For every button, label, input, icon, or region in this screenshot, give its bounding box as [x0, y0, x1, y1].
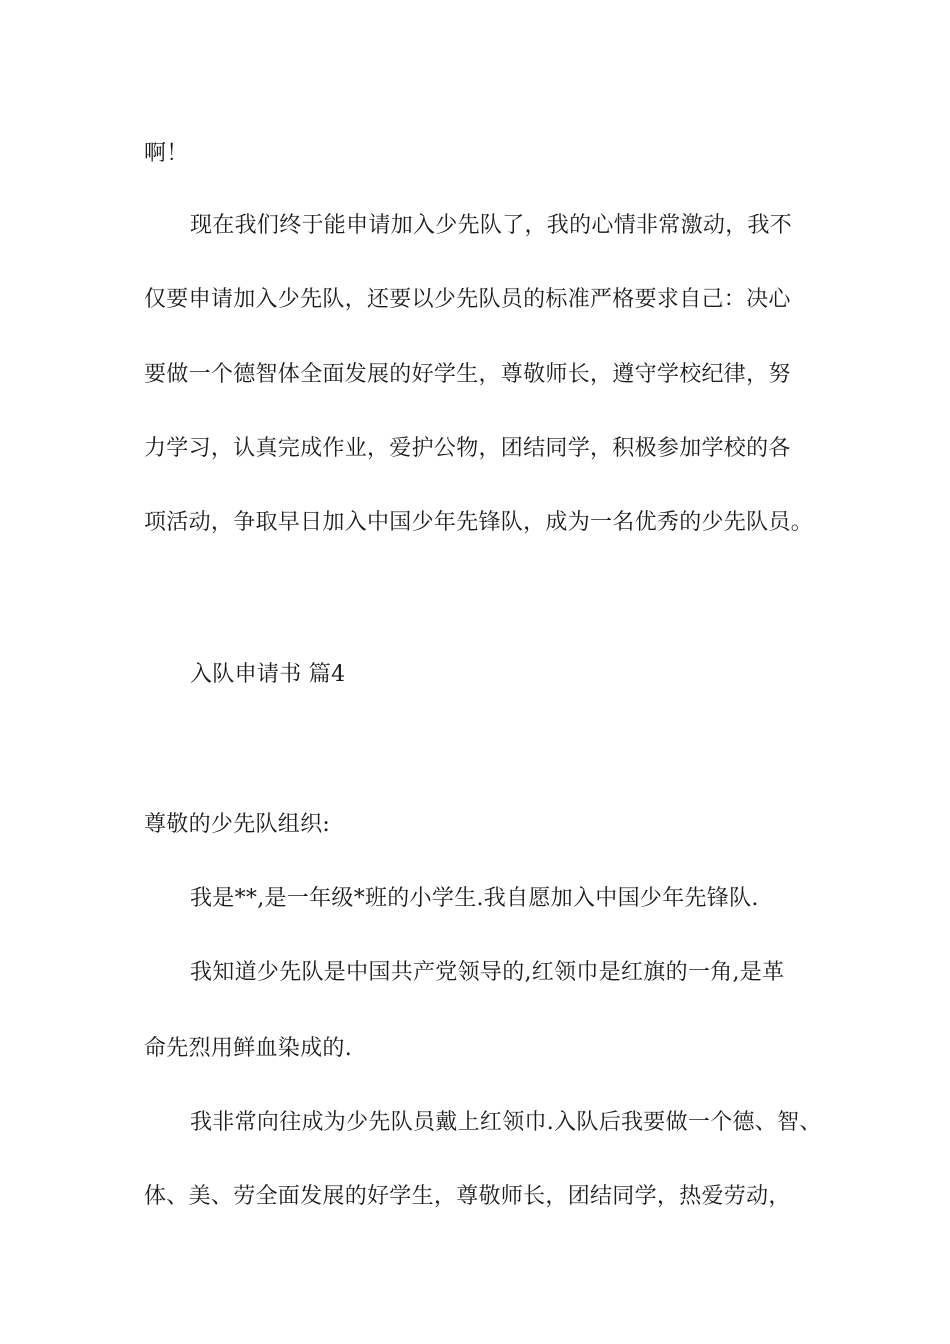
text-line-2: 现在我们终于能申请加入少先队了，我的心情非常激动，我不 [190, 213, 793, 238]
salutation: 尊敬的少先队组织: [144, 812, 331, 837]
text-line-10: 我非常向往成为少先队员戴上红领巾.入队后我要做一个德、智、 [190, 1110, 822, 1135]
text-line-11: 体、美、劳全面发展的好学生，尊敬师长，团结同学，热爱劳动， [144, 1184, 791, 1209]
text-line-8: 我知道少先队是中国共产党领导的,红领巾是红旗的一角,是革 [190, 960, 785, 985]
text-line-4: 要做一个德智体全面发展的好学生，尊敬师长，遵守学校纪律，努 [144, 362, 791, 387]
text-line-3: 仅要申请加入少先队，还要以少先队员的标准严格要求自己：决心 [144, 287, 791, 312]
text-line-5: 力学习，认真完成作业，爱护公物，团结同学，积极参加学校的各 [144, 436, 791, 461]
text-line-7: 我是**,是一年级*班的小学生.我自愿加入中国少年先锋队. [190, 886, 759, 911]
text-line-9: 命先烈用鲜血染成的. [144, 1036, 352, 1061]
section-heading: 入队申请书 篇4 [190, 662, 346, 687]
text-line-1: 啊！ [144, 141, 189, 166]
text-line-6: 项活动，争取早日加入中国少年先锋队，成为一名优秀的少先队员。 [144, 510, 814, 535]
